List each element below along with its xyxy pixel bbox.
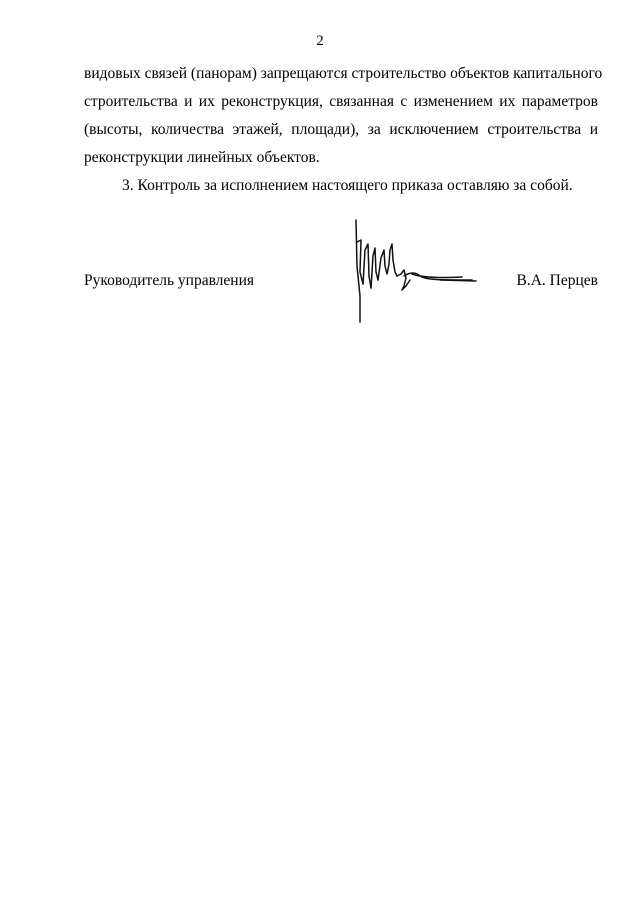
signatory-name: В.А. Перцев [516, 272, 598, 289]
paragraph-continued [84, 60, 603, 172]
handwritten-signature [344, 214, 484, 326]
paragraph-line: (высоты, количества этажей, площади), за исключением строительства и [84, 121, 598, 138]
paragraph-line: реконструкции линейных объектов. [84, 149, 320, 166]
page-number: 2 [316, 33, 324, 49]
paragraph-3: 3. Контроль за исполнением настоящего приказа оставляю за собой. [122, 177, 573, 194]
signature-row [84, 271, 598, 291]
document-body [84, 60, 603, 200]
paragraph-line: строительства и их реконструкция, связанная с изменением их параметров [84, 93, 598, 110]
signatory-title: Руководитель управления [84, 272, 255, 289]
paragraph-line: видовых связей (панорам) запрещаются строительство объектов капитального [84, 65, 603, 82]
